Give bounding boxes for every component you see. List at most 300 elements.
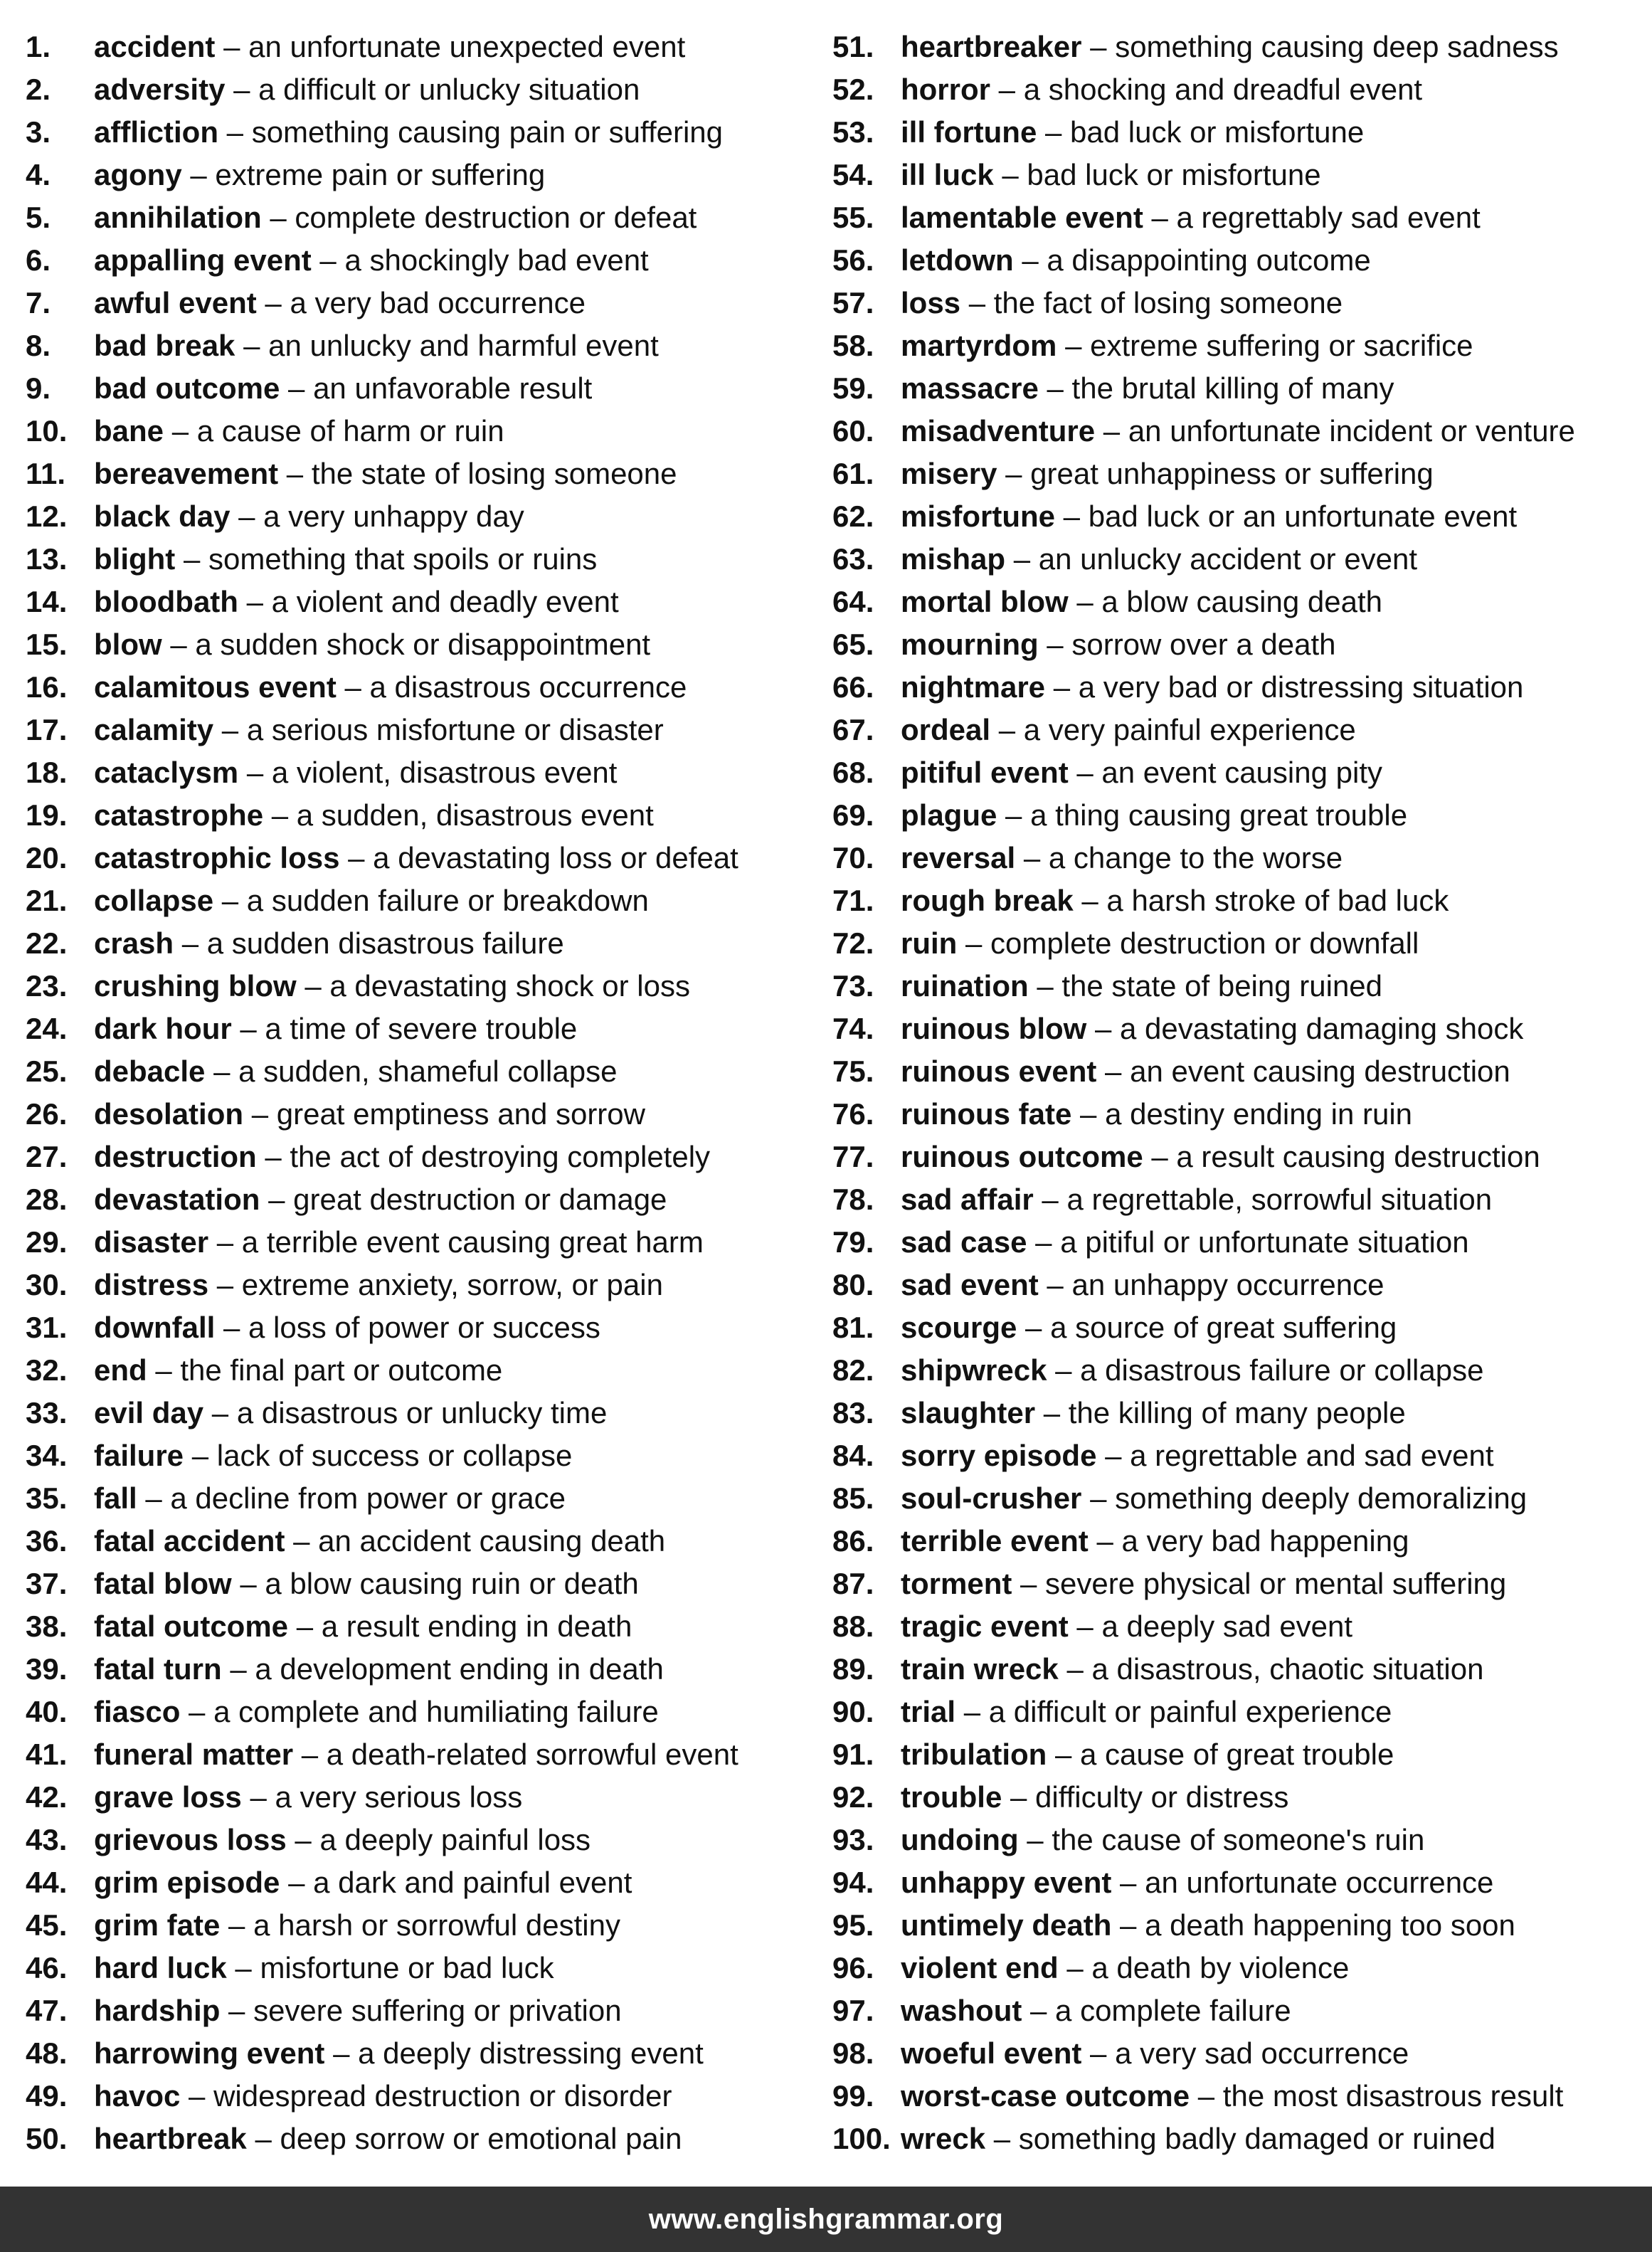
item-term: tribulation [901,1738,1047,1771]
list-item [832,1178,1651,1221]
item-definition: a development ending in death [255,1652,664,1686]
item-number: 44. [26,1866,68,1899]
item-separator: – [1081,30,1116,63]
item-separator: – [339,841,374,874]
item-number: 53. [832,115,874,149]
item-term: dark hour [94,1012,232,1045]
item-separator: – [324,2036,359,2070]
item-definition: a death-related sorrowful event [326,1738,738,1771]
item-definition: an unlucky accident or event [1038,542,1418,576]
item-term: wreck [901,2122,986,2155]
item-number: 2. [26,73,51,106]
item-definition: a disappointing outcome [1047,243,1371,277]
item-definition: an unfortunate unexpected event [248,30,686,63]
item-definition: a very bad or distressing situation [1078,670,1524,704]
item-separator: – [1033,1183,1067,1216]
item-number: 15. [26,628,68,661]
item-term: rough break [901,884,1074,917]
item-separator: – [1012,1567,1046,1600]
item-number: 77. [832,1140,874,1173]
item-number: 3. [26,115,51,149]
item-definition: a serious misfortune or disaster [246,713,664,746]
item-term: havoc [94,2079,181,2113]
list-item [832,1776,1651,1819]
item-definition: a harsh or sorrowful destiny [253,1908,620,1942]
list-item [832,1008,1651,1050]
item-definition: severe physical or mental suffering [1045,1567,1507,1600]
item-definition: a complete and humiliating failure [213,1695,659,1728]
item-definition: the final part or outcome [180,1353,503,1387]
item-separator: – [243,1097,277,1131]
item-separator: – [1143,1140,1177,1173]
item-term: fatal accident [94,1524,285,1558]
item-term: massacre [901,371,1039,405]
item-term: plague [901,798,997,832]
item-separator: – [288,1609,322,1643]
footer-bar [0,2187,1652,2252]
list-item [26,2032,822,2075]
list-item [26,1733,822,1776]
list-item [832,1947,1651,1989]
item-term: grave loss [94,1780,242,1814]
item-number: 92. [832,1780,874,1814]
item-number: 95. [832,1908,874,1942]
list-item [832,1691,1651,1733]
item-definition: a sudden, disastrous event [296,798,654,832]
item-number: 43. [26,1823,68,1856]
list-item [26,837,822,879]
item-separator: – [1018,1823,1052,1856]
item-term: affliction [94,115,218,149]
item-term: undoing [901,1823,1019,1856]
list-item [832,1349,1651,1392]
item-separator: – [1111,1866,1145,1899]
item-number: 81. [832,1311,874,1344]
item-term: misfortune [901,499,1056,533]
item-term: desolation [94,1097,244,1131]
item-number: 86. [832,1524,874,1558]
item-term: grim episode [94,1866,280,1899]
item-definition: a blow causing death [1101,585,1383,618]
item-term: horror [901,73,990,106]
item-term: terrible event [901,1524,1089,1558]
list-item [832,1520,1651,1563]
item-separator: – [1096,1439,1131,1472]
item-term: catastrophic loss [94,841,340,874]
item-separator: – [1027,1225,1061,1259]
item-term: woeful event [901,2036,1082,2070]
list-item [26,453,822,495]
list-item [832,965,1651,1008]
item-definition: a sudden shock or disappointment [195,628,651,661]
item-definition: a devastating shock or loss [329,969,690,1003]
item-term: ordeal [901,713,991,746]
item-separator: – [1095,414,1128,448]
list-item [832,1477,1651,1520]
item-definition: something badly damaged or ruined [1018,2122,1495,2155]
list-item [832,1904,1651,1947]
item-separator: – [231,1012,265,1045]
item-separator: – [1068,1609,1102,1643]
left-column [26,26,822,2160]
item-separator: – [1015,841,1049,874]
item-number: 33. [26,1396,68,1429]
list-item [26,367,822,410]
item-term: shipwreck [901,1353,1047,1387]
item-separator: – [1037,115,1071,149]
list-item [26,1392,822,1434]
item-separator: – [1058,1652,1092,1686]
item-number: 36. [26,1524,68,1558]
item-term: unhappy event [901,1866,1112,1899]
item-number: 94. [832,1866,874,1899]
item-number: 73. [832,969,874,1003]
item-definition: an unfortunate occurrence [1145,1866,1494,1899]
item-definition: something that spoils or ruins [208,542,598,576]
item-definition: a very unhappy day [263,499,524,533]
item-separator: – [261,201,295,234]
item-term: appalling event [94,243,312,277]
item-definition: a very serious loss [275,1780,523,1814]
item-separator: – [235,329,269,362]
item-definition: the act of destroying completely [290,1140,711,1173]
item-definition: a violent and deadly event [271,585,619,618]
item-separator: – [1081,1481,1116,1515]
list-item [832,751,1651,794]
item-definition: a time of severe trouble [265,1012,578,1045]
item-term: sorry episode [901,1439,1097,1472]
item-separator: – [1028,969,1062,1003]
item-number: 29. [26,1225,68,1259]
item-definition: an unhappy occurrence [1071,1268,1384,1301]
list-item [832,623,1651,666]
item-number: 31. [26,1311,68,1344]
item-number: 79. [832,1225,874,1259]
list-item [26,1349,822,1392]
item-term: fiasco [94,1695,181,1728]
item-term: fatal outcome [94,1609,289,1643]
item-term: annihilation [94,201,262,234]
item-term: loss [901,286,961,319]
item-definition: a death by violence [1091,1951,1350,1984]
item-term: mishap [901,542,1006,576]
item-definition: the most disastrous result [1222,2079,1564,2113]
item-definition: widespread destruction or disorder [213,2079,672,2113]
item-separator: – [180,1695,214,1728]
item-separator: – [256,1140,290,1173]
item-separator: – [1073,884,1107,917]
item-separator: – [293,1738,327,1771]
list-item [832,239,1651,282]
item-number: 72. [832,926,874,960]
list-item [832,1605,1651,1648]
word-list [0,26,1652,2160]
item-separator: – [1035,1396,1069,1429]
list-item [26,1178,822,1221]
list-item [26,1819,822,1861]
item-number: 11. [26,457,66,490]
item-separator: – [256,286,290,319]
item-definition: a disastrous failure or collapse [1080,1353,1484,1387]
item-number: 93. [832,1823,874,1856]
item-definition: a decline from power or grace [170,1481,566,1515]
item-definition: a deeply painful loss [319,1823,591,1856]
list-item [832,666,1651,709]
item-term: scourge [901,1311,1017,1344]
item-definition: the brutal killing of many [1071,371,1394,405]
item-definition: the cause of someone's ruin [1052,1823,1425,1856]
item-term: fatal blow [94,1567,232,1600]
item-term: awful event [94,286,257,319]
list-item [832,1989,1651,2032]
item-separator: – [1086,1012,1121,1045]
item-number: 70. [832,841,874,874]
list-item [832,2075,1651,2118]
list-item [832,367,1651,410]
item-definition: great emptiness and sorrow [276,1097,645,1131]
list-item [832,1392,1651,1434]
list-item [26,2075,822,2118]
item-number: 5. [26,201,51,234]
list-item [832,1819,1651,1861]
item-separator: – [1038,371,1072,405]
item-number: 41. [26,1738,68,1771]
item-separator: – [1038,1268,1072,1301]
item-term: ruinous fate [901,1097,1072,1131]
list-item [832,794,1651,837]
item-definition: a sudden disastrous failure [206,926,564,960]
item-term: train wreck [901,1652,1059,1686]
item-definition: a violent, disastrous event [271,756,618,789]
item-number: 9. [26,371,51,405]
item-separator: – [1111,1908,1145,1942]
list-item [26,1264,822,1306]
item-term: debacle [94,1054,206,1088]
list-item [26,2118,822,2160]
list-item [832,837,1651,879]
item-number: 21. [26,884,68,917]
list-item [832,282,1651,324]
item-definition: a cause of great trouble [1080,1738,1394,1771]
item-separator: – [285,1524,319,1558]
item-separator: – [203,1396,237,1429]
list-item [26,68,822,111]
item-term: trouble [901,1780,1002,1814]
item-separator: – [175,542,208,576]
item-number: 57. [832,286,874,319]
list-item [26,239,822,282]
item-term: crash [94,926,174,960]
item-definition: misfortune or bad luck [260,1951,554,1984]
item-term: violent end [901,1951,1059,1984]
item-separator: – [1017,1311,1051,1344]
item-number: 78. [832,1183,874,1216]
list-item [26,196,822,239]
item-number: 35. [26,1481,68,1515]
item-definition: a blow causing ruin or death [265,1567,639,1600]
item-separator: – [174,926,207,960]
list-item [832,1434,1651,1477]
item-term: grim fate [94,1908,221,1942]
list-item [832,1093,1651,1136]
item-term: blight [94,542,176,576]
item-separator: – [1045,670,1079,704]
item-definition: something causing deep sadness [1115,30,1559,63]
list-item [832,2032,1651,2075]
list-item [832,1306,1651,1349]
item-term: crushing blow [94,969,297,1003]
item-separator: – [280,1866,314,1899]
item-number: 84. [832,1439,874,1472]
item-number: 32. [26,1353,68,1387]
item-term: pitiful event [901,756,1069,789]
item-separator: – [1068,756,1102,789]
list-item [832,1733,1651,1776]
item-number: 37. [26,1567,68,1600]
item-separator: – [997,457,1031,490]
item-separator: – [215,1311,249,1344]
item-number: 97. [832,1994,874,2027]
item-number: 46. [26,1951,68,1984]
item-definition: a result ending in death [321,1609,632,1643]
list-item [832,26,1651,68]
item-definition: a very bad occurrence [290,286,586,319]
list-item [832,1264,1651,1306]
item-number: 61. [832,457,874,490]
item-number: 52. [832,73,874,106]
item-term: soul-crusher [901,1481,1082,1515]
item-separator: – [215,30,249,63]
list-item [26,111,822,154]
item-separator: – [181,158,216,191]
item-term: sad event [901,1268,1039,1301]
item-term: untimely death [901,1908,1112,1942]
list-item [26,1563,822,1605]
item-separator: – [220,1994,254,2027]
list-item [26,1520,822,1563]
item-definition: a loss of power or success [248,1311,600,1344]
item-term: harrowing event [94,2036,325,2070]
list-item [832,196,1651,239]
item-term: ruination [901,969,1029,1003]
item-number: 55. [832,201,874,234]
item-definition: bad luck or an unfortunate event [1088,499,1518,533]
item-number: 76. [832,1097,874,1131]
item-separator: – [1081,2036,1116,2070]
item-term: heartbreaker [901,30,1082,63]
item-term: fatal turn [94,1652,222,1686]
item-term: hard luck [94,1951,227,1984]
list-item [832,68,1651,111]
item-term: failure [94,1439,184,1472]
item-separator: – [208,1268,242,1301]
item-separator: – [278,457,312,490]
item-separator: – [1047,1738,1081,1771]
item-definition: a disastrous or unlucky time [236,1396,608,1429]
item-separator: – [1038,628,1072,661]
item-term: ill luck [901,158,994,191]
item-definition: the state of being ruined [1061,969,1383,1003]
list-item [26,581,822,623]
item-term: letdown [901,243,1014,277]
item-term: distress [94,1268,209,1301]
item-number: 71. [832,884,874,917]
list-item [26,709,822,751]
item-number: 25. [26,1054,68,1088]
list-item [26,154,822,196]
item-definition: a disastrous occurrence [369,670,687,704]
item-term: torment [901,1567,1012,1600]
item-separator: – [296,969,330,1003]
item-number: 56. [832,243,874,277]
item-separator: – [993,158,1027,191]
item-number: 23. [26,969,68,1003]
item-definition: a dark and painful event [313,1866,632,1899]
item-term: ruinous blow [901,1012,1087,1045]
item-term: bane [94,414,164,448]
item-number: 89. [832,1652,874,1686]
item-term: catastrophe [94,798,264,832]
item-number: 100. [832,2122,891,2155]
item-separator: – [336,670,370,704]
item-number: 24. [26,1012,68,1045]
list-item [26,879,822,922]
item-number: 75. [832,1054,874,1088]
item-definition: extreme pain or suffering [215,158,546,191]
item-separator: – [1096,1054,1131,1088]
item-number: 14. [26,585,68,618]
item-number: 85. [832,1481,874,1515]
item-number: 13. [26,542,68,576]
list-item [26,1605,822,1648]
item-number: 82. [832,1353,874,1387]
item-number: 90. [832,1695,874,1728]
item-definition: a devastating loss or defeat [373,841,738,874]
list-item [26,922,822,965]
item-separator: – [1088,1524,1122,1558]
item-number: 51. [832,30,874,63]
item-definition: a destiny ending in ruin [1105,1097,1413,1131]
footer-url[interactable]: www.englishgrammar.org [648,2203,1004,2235]
item-definition: a pitiful or unfortunate situation [1060,1225,1469,1259]
item-definition: a death happening too soon [1145,1908,1515,1942]
item-number: 48. [26,2036,68,2070]
list-item [832,111,1651,154]
item-separator: – [997,798,1031,832]
item-separator: – [246,2122,280,2155]
list-item [832,922,1651,965]
list-item [832,1050,1651,1093]
item-number: 69. [832,798,874,832]
item-number: 80. [832,1268,874,1301]
item-definition: bad luck or misfortune [1027,158,1321,191]
item-term: evil day [94,1396,204,1429]
item-number: 16. [26,670,68,704]
item-definition: difficulty or distress [1035,1780,1289,1814]
item-term: cataclysm [94,756,239,789]
list-item [26,1776,822,1819]
item-term: tragic event [901,1609,1069,1643]
item-definition: great destruction or damage [293,1183,667,1216]
item-term: agony [94,158,182,191]
item-separator: – [985,2122,1019,2155]
right-column [832,26,1651,2160]
item-separator: – [311,243,345,277]
item-definition: a cause of harm or ruin [196,414,504,448]
list-item [832,324,1651,367]
item-definition: a thing causing great trouble [1030,798,1408,832]
list-item [26,1434,822,1477]
